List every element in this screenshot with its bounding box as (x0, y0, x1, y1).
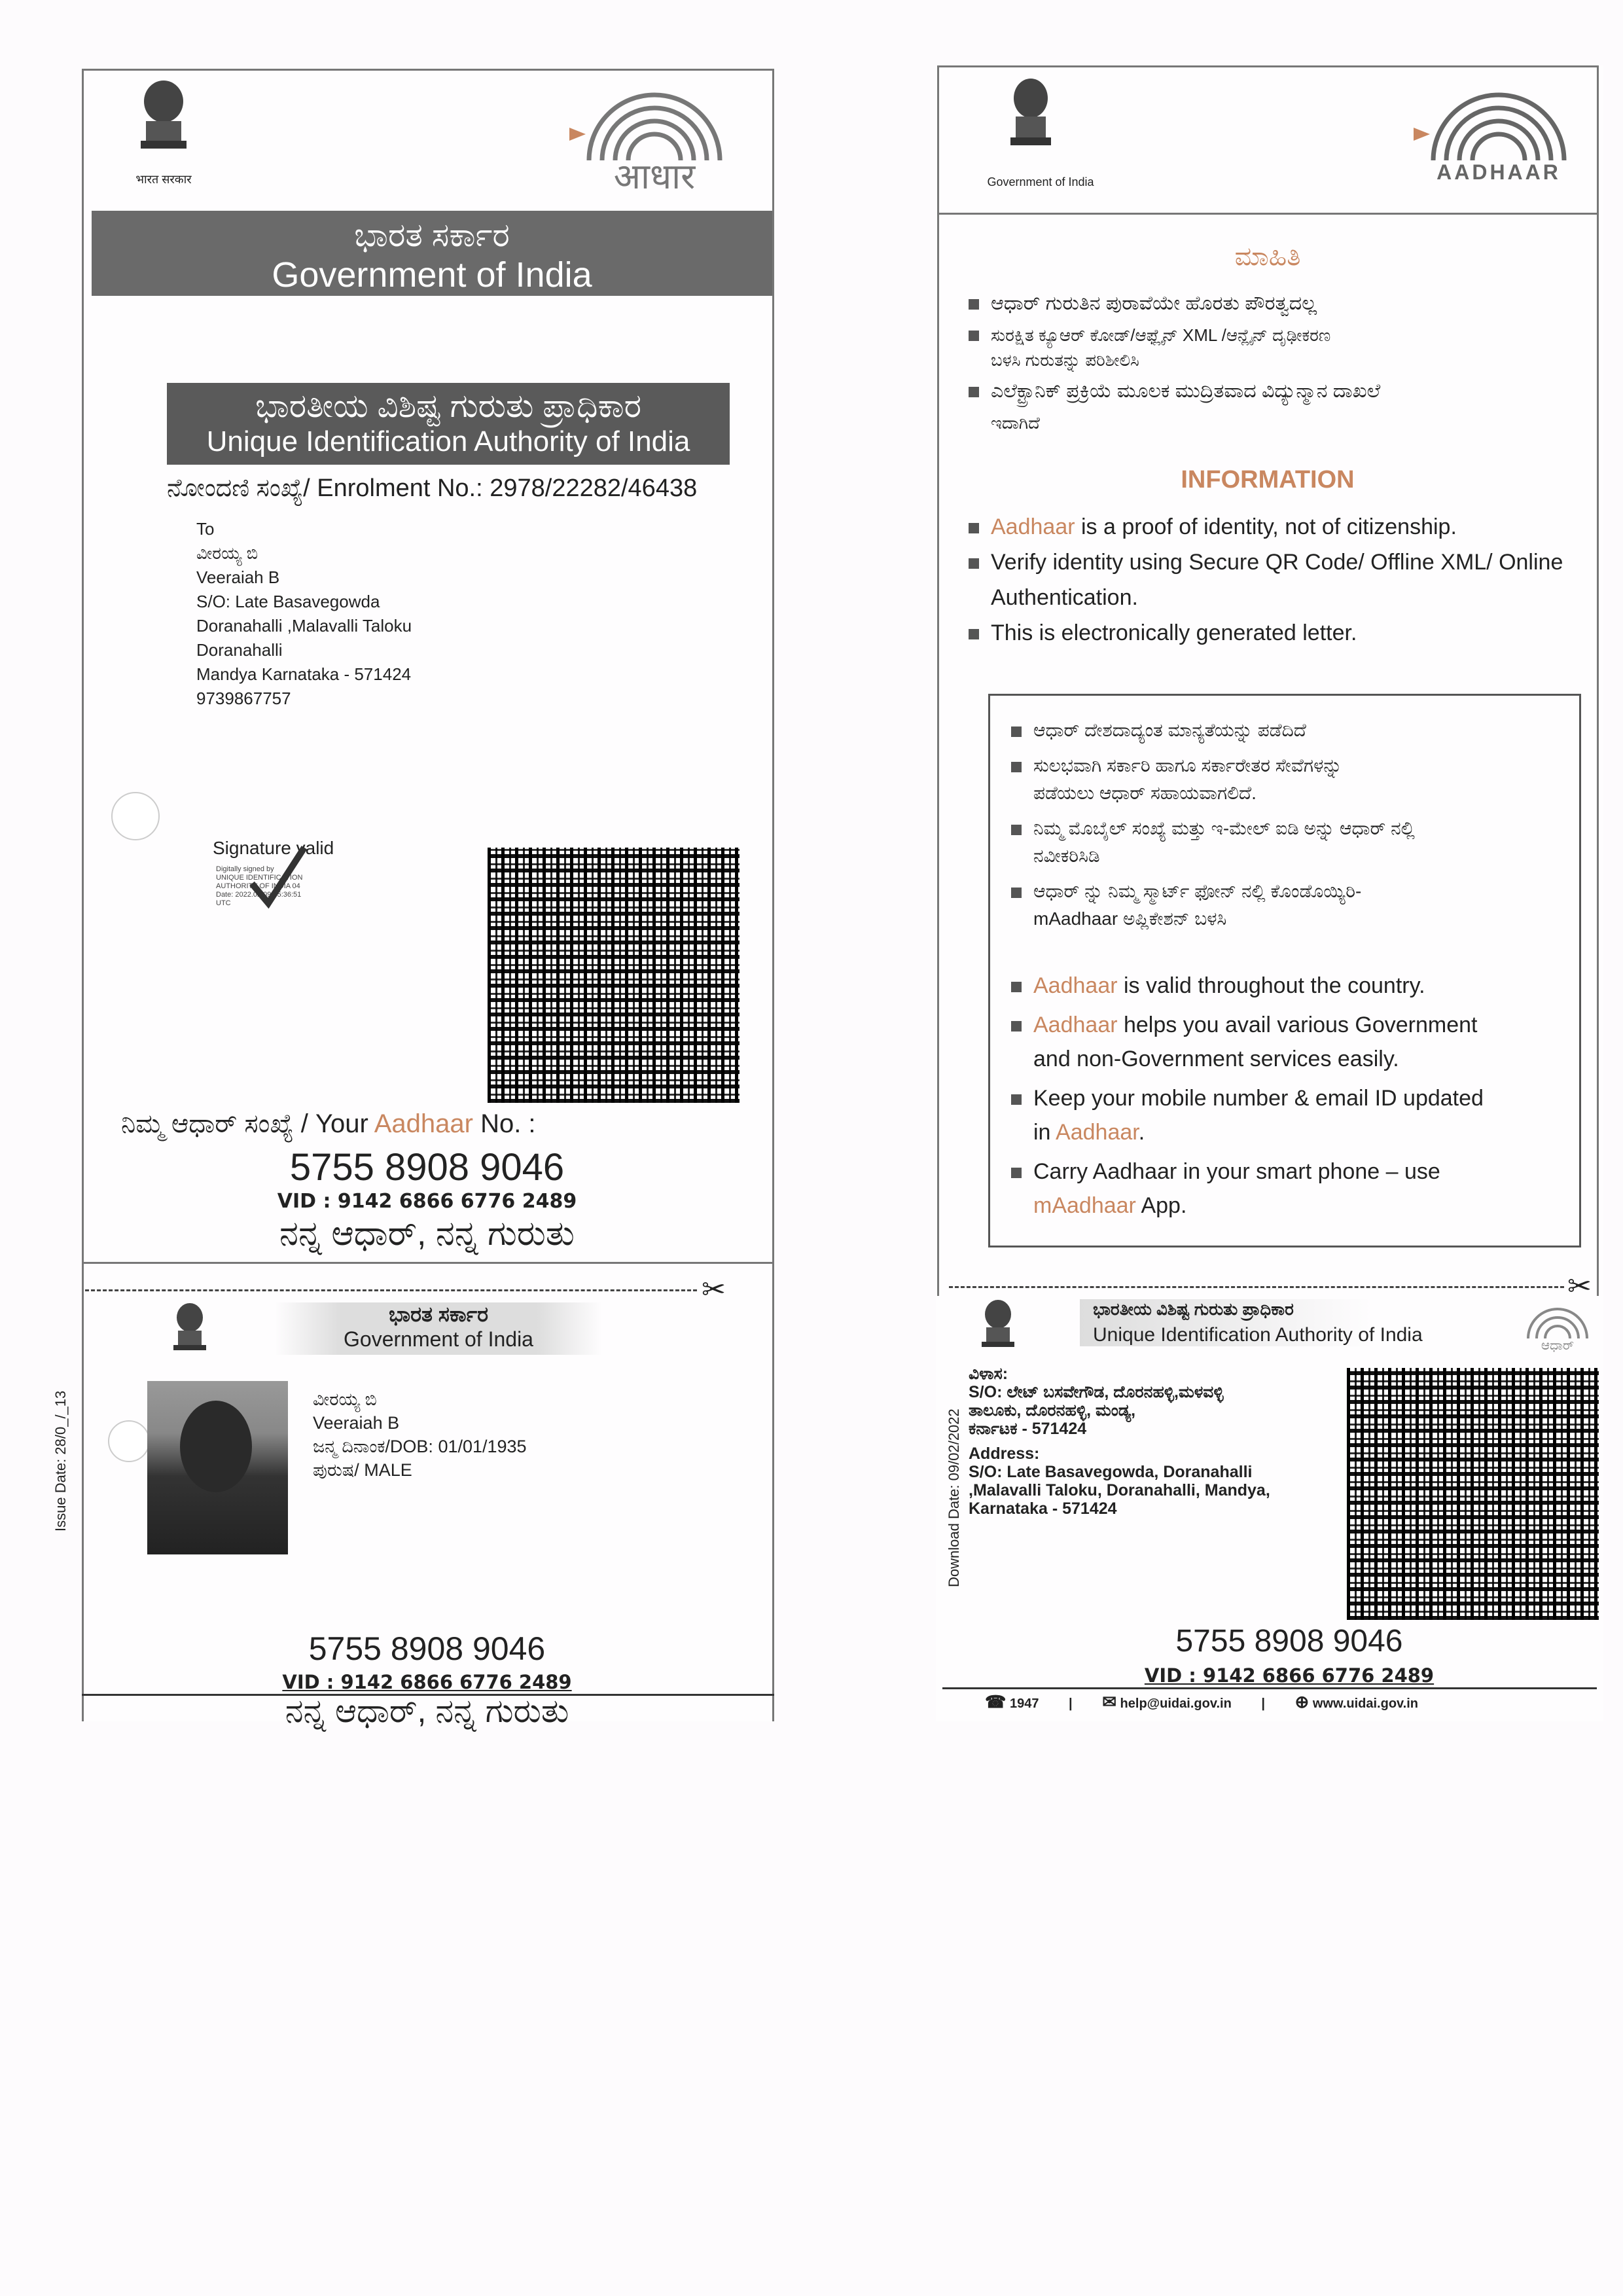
card-details (313, 1388, 527, 1482)
emblem-caption: Government of India (987, 175, 1094, 188)
email-icon: ✉ (1102, 1692, 1116, 1712)
address-line: Doranahalli (196, 640, 283, 660)
holder-name-kn: ವೀರಯ್ಯ ಬಿ (313, 1390, 377, 1409)
phone-icon: ☎ (985, 1692, 1007, 1712)
information-list: Aadhaar is a proof of identity, not of citizenship. Verify identity using Secure QR Code/ Offline XML/ Online Authentication. This is electronically generated letter. (969, 509, 1597, 651)
qr-code (488, 848, 740, 1103)
card-aadhaar-number: 5755 8908 9046 (308, 1630, 546, 1667)
information-title: INFORMATION (1181, 466, 1355, 493)
info-kn-title: ಮಾಹಿತಿ (1234, 242, 1301, 271)
website: www.uidai.gov.in (1312, 1696, 1419, 1711)
aadhaar-logo-text: आधार (613, 157, 696, 196)
scissors-icon: ✂ (1567, 1270, 1592, 1302)
right-border (772, 69, 774, 1721)
gov-en: Government of India (272, 255, 592, 295)
addr-en-label: Address: (969, 1444, 1040, 1463)
address-line: S/O: Late Basavegowda (196, 592, 380, 611)
enrolment-number: ನೋಂದಣಿ ಸಂಖ್ಯೆ/ Enrolment No.: 2978/22282/46438 (167, 475, 698, 502)
card-gov-en: Government of India (344, 1327, 533, 1351)
card-back-vid: VID : 9142 6866 6776 2489 (1144, 1664, 1435, 1687)
emblem-caption: भारत सरकार (135, 173, 192, 186)
address-block (196, 517, 412, 711)
holder-name-en: Veeraiah B (313, 1413, 400, 1433)
issue-date: Issue Date: 28/0_/_13 (52, 1390, 69, 1532)
addr-kn-label: ವಿಳಾಸ: (969, 1365, 1008, 1383)
helpline-number: 1947 (1009, 1696, 1039, 1711)
aadhaar-number: 5755 8908 9046 (289, 1146, 565, 1189)
gov-of-india-band (92, 211, 772, 296)
section-divider (82, 1262, 774, 1264)
card-back-logo-text: ಆಧಾರ್ (1541, 1338, 1575, 1353)
tagline: ನನ್ನ ಆಧಾರ್, ನನ್ನ ಗುರುತು (279, 1215, 575, 1253)
signature-status: Signature valid (213, 838, 334, 858)
card-back-divider (942, 1687, 1597, 1689)
aadhaar-logo-icon (1518, 1302, 1597, 1342)
card-uidai-kn: ಭಾರತೀಯ ವಿಶಿಷ್ಟ ಗುರುತು ಪ್ರಾಧಿಕಾರ (1093, 1299, 1294, 1319)
cut-line (949, 1286, 1564, 1288)
header-divider (937, 213, 1598, 215)
card-uidai-en: Unique Identification Authority of India (1093, 1324, 1423, 1346)
your-aadhaar-no-label: ನಿಮ್ಮ ಆಧಾರ್ ಸಂಖ್ಯೆ / Your Aadhaar No. : (121, 1109, 536, 1138)
checkmark-icon (249, 844, 308, 910)
card-emblem-icon (167, 1299, 213, 1355)
gov-kn: ಭಾರತ ಸರ್ಕಾರ (354, 217, 510, 253)
card-tagline: ನನ್ನ ಆಧಾರ್, ನನ್ನ ಗುರುತು (285, 1693, 569, 1729)
left-border (82, 69, 84, 1721)
address-line: 9739867757 (196, 689, 291, 708)
address-line: Mandya Karnataka - 571424 (196, 664, 412, 684)
scissors-icon: ✂ (702, 1274, 726, 1306)
card-gov-band (275, 1302, 602, 1355)
right-panel-top-border (937, 65, 1598, 67)
cut-line (85, 1289, 697, 1291)
address-line: ವೀರಯ್ಯ ಬಿ (196, 543, 259, 563)
uidai-band (167, 383, 730, 465)
info-box-en-list: Aadhaar is valid throughout the country. Aadhaar helps you avail various Government and non-Government services easily. Keep your mobile number & email ID updated in Aadhaar. Carry Aadhaar in your smart phone – use mAadhaar App. (1011, 969, 1574, 1223)
address-line: To (196, 519, 215, 539)
holder-gender: ಪುರುಷ/ MALE (313, 1460, 412, 1480)
address-line: Doranahalli ,Malavalli Taloku (196, 616, 412, 636)
card-qr-code (1347, 1368, 1599, 1620)
signature-details: Digitally signed by UNIQUE IDENTIFICATION AUTHORITY OF INDIA 04 Date: 2022.02.09 05:36:51 UTC (216, 865, 303, 907)
card-hole (108, 1420, 150, 1462)
punch-hole (111, 792, 160, 840)
address-line: Veeraiah B (196, 567, 280, 587)
card-back-header (1080, 1299, 1499, 1346)
download-date: Download Date: 09/02/2022 (946, 1408, 962, 1587)
info-kn-list: ಆಧಾರ್ ಗುರುತಿನ ಪುರಾವೆಯೇ ಹೊರತು ಪೌರತ್ವದಲ್ಲ ಸುರಕ್ಷಿತ ಕ್ಯೂಆರ್ ಕೋಡ್/ಆಫ್ಲೈನ್ XML /ಆನ್ಲೈನ್ ದೃಢೀಕರಣ ಬಳಸಿ ಗುರುತನ್ನು ಪರಿಶೀಲಿಸಿ ಎಲೆಕ್ಟ್ರಾನಿಕ್ ಪ್ರಕ್ರಿಯೆ ಮೂಲಕ ಮುದ್ರಿತವಾದ ವಿದ್ಯುನ್ಮಾನ ದಾಖಲೆ ಇದಾಗಿದೆ (969, 288, 1584, 439)
holder-dob: ಜನ್ಮ ದಿನಾಂಕ/DOB: 01/01/1935 (313, 1437, 527, 1456)
photo-face (180, 1401, 252, 1492)
card-emblem-icon (975, 1296, 1021, 1355)
aadhaar-logo-text: AADHAAR (1436, 160, 1561, 184)
national-emblem-icon (1001, 72, 1060, 164)
card-back-address: ವಿಳಾಸ: S/O: ಲೇಟ್ ಬಸವೇಗೌಡ, ದೊರನಹಳ್ಳಿ,ಮಳವಳ್ಳಿ ತಾಲೂಕು, ದೊರನಹಳ್ಳಿ, ಮಂಡ್ಯ, ಕರ್ನಾಟಕ - 571424 Address: S/O: Late Basavegowda, Doranahalli ,Malavalli Taloku, Doranahalli, Mandya, Karnataka - 571424 (969, 1365, 1335, 1518)
uidai-en: Unique Identification Authority of India (206, 425, 690, 457)
aadhaar-logo-icon (1414, 82, 1584, 167)
help-email: help@uidai.gov.in (1120, 1696, 1232, 1711)
holder-photo (147, 1381, 288, 1554)
card-gov-kn: ಭಾರತ ಸರ್ಕಾರ (388, 1302, 489, 1326)
national-emblem-icon (128, 75, 200, 167)
card-back-aadhaar-number: 5755 8908 9046 (1175, 1624, 1403, 1659)
card-vid: VID : 9142 6866 6776 2489 (282, 1671, 572, 1693)
top-border (82, 69, 774, 71)
info-box-kn-list: ಆಧಾರ್ ದೇಶದಾದ್ಯಂತ ಮಾನ್ಯತೆಯನ್ನು ಪಡೆದಿದೆ ಸುಲಭವಾಗಿ ಸರ್ಕಾರಿ ಹಾಗೂ ಸರ್ಕಾರೇತರ ಸೇವೆಗಳನ್ನು ಪಡೆಯಲು ಆಧಾರ್ ಸಹಾಯವಾಗಲಿದೆ. ನಿಮ್ಮ ಮೊಬೈಲ್ ಸಂಖ್ಯೆ ಮತ್ತು ಇ-ಮೇಲ್ ಐಡಿ ಅನ್ನು ಆಧಾರ್ ನಲ್ಲಿ ನವೀಕರಿಸಿಡಿ ಆಧಾರ್ ನ್ನು ನಿಮ್ಮ ಸ್ಮಾರ್ಟ್ ಫೋನ್ ನಲ್ಲಿ ಕೊಂಡೊಯ್ಯಿರಿ- mAadhaar ಅಪ್ಲಿಕೇಶನ್ ಬಳಸಿ (1011, 717, 1574, 933)
vid-number: VID : 9142 6866 6776 2489 (277, 1190, 577, 1213)
card-back-footer: ☎ 1947 | ✉ help@uidai.gov.in | ⊕ www.uidai.gov.in (985, 1692, 1419, 1712)
uidai-kn: ಭಾರತೀಯ ವಿಶಿಷ್ಟ ಗುರುತು ಪ್ರಾಧಿಕಾರ (255, 387, 642, 424)
globe-icon: ⊕ (1294, 1692, 1310, 1712)
